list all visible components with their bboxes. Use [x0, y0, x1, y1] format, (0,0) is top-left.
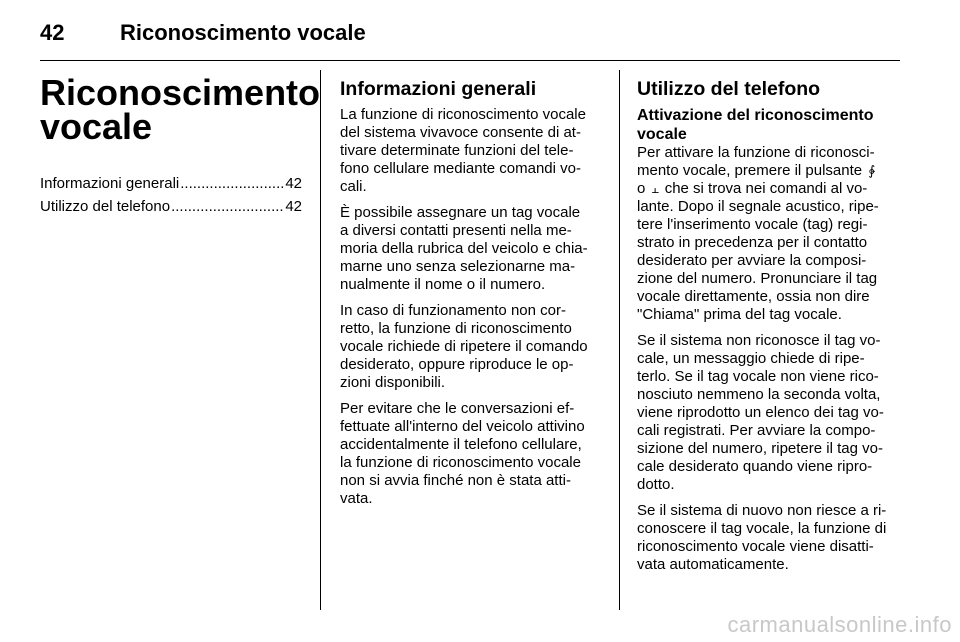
text-line: fono cellulare mediante comandi vo-	[340, 160, 581, 177]
watermark: carmanualsonline.info	[727, 612, 952, 637]
general-paragraph-3	[340, 302, 602, 392]
text-line: terlo. Se il tag vocale non viene rico-	[637, 368, 879, 385]
page-header	[40, 20, 900, 44]
activation-subheading: Attivazione del riconoscimento vocale	[637, 107, 874, 143]
general-heading: Informazioni generali	[340, 78, 537, 100]
phone-heading: Utilizzo del telefono	[637, 78, 821, 100]
text-line: riconoscimento vocale viene disatti-	[637, 538, 874, 555]
phone-paragraph-3	[637, 502, 902, 574]
text-line: Se il sistema di nuovo non riesce a ri-	[637, 502, 887, 519]
text-line: vocale direttamente, ossia non dire	[637, 288, 870, 305]
text-line: viene riprodotto un elenco dei tag vo-	[637, 404, 884, 421]
text-line: tivare determinate funzioni del tele-	[340, 142, 574, 159]
text-line: vata.	[340, 490, 373, 507]
column-divider-2	[619, 70, 620, 610]
phone-column	[637, 68, 902, 582]
chapter-title: Riconoscimento vocale	[40, 72, 321, 147]
running-title: Riconoscimento vocale	[120, 20, 366, 45]
text-line: marne uno senza selezionarne ma-	[340, 258, 576, 275]
text-line: la funzione di riconoscimento vocale	[340, 454, 581, 471]
text-line: a diversi contatti presenti nella me-	[340, 222, 572, 239]
text-line: retto, la funzione di riconoscimento	[340, 320, 572, 337]
text-line: dotto.	[637, 476, 675, 493]
general-paragraph-2	[340, 204, 602, 294]
page-number: 42	[40, 20, 65, 45]
text-line: moria della rubrica del veicolo e chia-	[340, 240, 588, 257]
text-line: Per evitare che le conversazioni ef-	[340, 400, 575, 417]
column-divider-1	[320, 70, 321, 610]
voice-button-icon: ∳	[868, 163, 876, 178]
text-line: conoscere il tag vocale, la funzione di	[637, 520, 887, 537]
phone-paragraph-2	[637, 332, 902, 494]
text-line: non si avvia finché non è stata atti-	[340, 472, 571, 489]
text-line: zioni disponibili.	[340, 374, 446, 391]
text-line: cali registrati. Per avviare la compo-	[637, 422, 876, 439]
text-line: In caso di funzionamento non cor-	[340, 302, 566, 319]
general-paragraph-4	[340, 400, 602, 508]
text-line: Se il sistema non riconosce il tag vo-	[637, 332, 881, 349]
text-line: "Chiama" prima del tag vocale.	[637, 306, 842, 323]
text-line: tere l'inserimento vocale (tag) regi-	[637, 216, 868, 233]
text-line: lante. Dopo il segnale acustico, ripe-	[637, 198, 879, 215]
text-line: È possibile assegnare un tag vocale	[340, 204, 581, 221]
text-line: vata automaticamente.	[637, 556, 789, 573]
general-info-column	[340, 68, 602, 516]
chapter-column	[40, 68, 321, 220]
text-line: desiderato, oppure riproduce le op-	[340, 356, 574, 373]
text-line: accidentalmente il telefono cellulare,	[340, 436, 582, 453]
text-line: zione del numero. Pronunciare il tag	[637, 270, 878, 287]
text-line: nosciuto nemmeno la seconda volta,	[637, 386, 881, 403]
voice-control-icon: ⫠	[651, 181, 659, 196]
phone-paragraph-1: Per attivare la funzione di riconosci- mento vocale, premere il pulsante ∳ o ⫠ che si trova nei comandi al vo- lante. Dopo il segnale acustico, ripe- tere l'inserimento vocale (tag) regi- strato in precedenza per il contatto desiderato per avviare la composi- zione del numero. Pronunciare il tag vocale direttamente, ossia non dire "Chiama" prima del tag vocale.	[637, 144, 902, 324]
text-line: vocale richiede di ripetere il comando	[340, 338, 588, 355]
text-line: nualmente il nome o il numero.	[340, 276, 546, 293]
toc-entry-phone[interactable]: Utilizzo del telefono ..... 42	[40, 197, 302, 217]
text-line: cali.	[340, 178, 367, 195]
text-line: del sistema vivavoce consente di at-	[340, 124, 581, 141]
general-paragraph-1	[340, 106, 602, 196]
text-line: La funzione di riconoscimento vocale	[340, 106, 586, 123]
header-rule	[40, 60, 900, 61]
text-line: cale, un messaggio chiede di ripe-	[637, 350, 865, 367]
text-line: strato in precedenza per il contatto	[637, 234, 868, 251]
text-line: fettuate all'interno del veicolo attivino	[340, 418, 585, 435]
text-line: sizione del numero, ripetere il tag vo-	[637, 440, 883, 457]
toc-entry-general[interactable]: Informazioni generali ..... 42	[40, 174, 302, 194]
text-line: desiderato per avviare la composi-	[637, 252, 867, 269]
text-line: cale desiderato quando viene ripro-	[637, 458, 873, 475]
